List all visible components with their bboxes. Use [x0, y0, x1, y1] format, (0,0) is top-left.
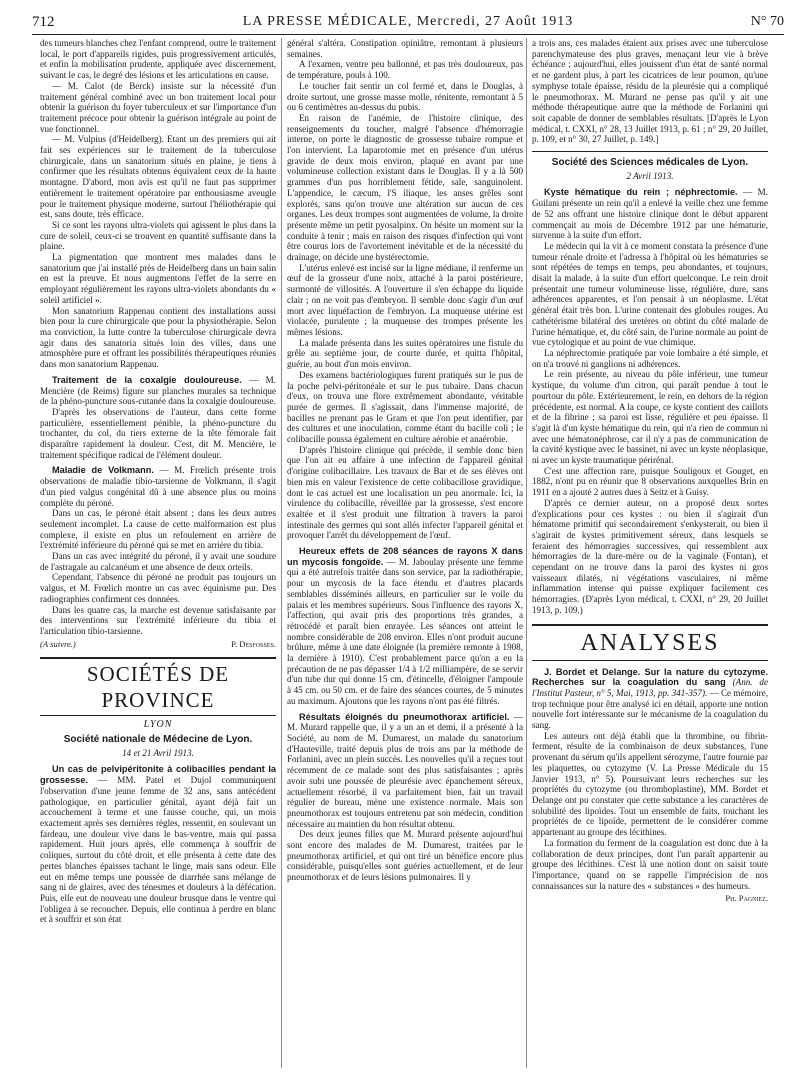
paragraph: général s'altéra. Constipation opiniâtre, remontant à plusieurs semaines.	[287, 38, 523, 59]
society-heading: Société nationale de Médecine de Lyon.	[63, 734, 253, 746]
article-entry	[287, 546, 523, 707]
article-entry	[40, 764, 276, 925]
journal-title: LA PRESSE MÉDICALE, Mercredi, 27 Août 1913	[242, 14, 574, 29]
page-number: 712	[32, 14, 55, 30]
paragraph: Dans un cas, le péroné était absent ; dans les deux autres seulement incomplet. La cause de cette malformation est plus complexe, il existe en plus un refoulement en arrière de l'extrémité inférieure du péroné qui se met en arrière du tibia.	[40, 508, 276, 551]
author-signature: P. Desfosses.	[231, 638, 276, 649]
paragraph-text: — M. Mencière (de Reims) figure sur planches murales sa technique de la phéno-puncture sous-cutanée dans la coxalgie douloureuse.	[40, 374, 276, 407]
paragraph: des tumeurs blanches chez l'enfant comprend, outre le traitement local, le port d'appareils rigides, puis progressivement articulés, et enfin la mobilisation prudente, appliquée avec discernement, suivant le cas, le degré des lésions et les articulations en cause.	[40, 38, 276, 81]
column-divider	[526, 38, 527, 1068]
paragraph: La néphrectomie pratiquée par voie lombaire a été simple, et on n'a trouvé ni ganglions ni adhérences.	[532, 347, 768, 369]
column-2	[287, 38, 523, 1068]
article-heading: Maladie de Volkmann.	[52, 465, 154, 476]
paragraph-text: — M. Guilani présente un rein qu'il a enlevé la veille chez une femme de 52 ans offrant une histoire clinique dont le début apparent commençait au mois de Décembre 1912 par une hématurie, survenue à la suite d'un effort.	[532, 187, 768, 241]
author-signature: Ph. Pagniez.	[725, 893, 768, 904]
section-title: SOCIÉTÉS DE PROVINCE	[86, 662, 230, 713]
analyses-title: ANALYSES	[580, 629, 720, 656]
paragraph-text: — Ce mémoire, trop technique pour être analysé ici en détail, apporte une notion nouvelle fort intéressante sur le mécanisme de la coagulation du sang.	[532, 687, 768, 731]
article-entry	[40, 375, 276, 407]
paragraph: Des deux jeunes filles que M. Murard présente aujourd'hui sont encore des malades de M. Dumarest, traitées par le pneumothorax artificiel, et qui ont tiré un bénéfice encore plus considérable, puisqu'elles sont guéries actuellement, et de leur pneumothorax et de leurs lésions pulmonaires. Il y	[287, 829, 523, 883]
paragraph: Des examens bactériologiques furent pratiqués sur le pus de la poche pelvi-péritonéale et sur le pus tubaire. Dans chacun d'eux, on trouva une flore extrêmement abondante, véritable purée de germes. Il s'agissait, dans l'immense majorité, de bacilles ne prenant pas le Gram et que l'on peut identifier, par des cultures et une inoculation, comme étant du bacille coli ; le colibacille poussa également en culture aérobie et anaérobie.	[287, 369, 523, 445]
paragraph-text: — MM. Patel et Dujol communiquent l'observation d'une jeune femme de 32 ans, sans antécédent pathologique, en particulier génital, ayant déjà fait un accouchement à terme et une fausse couche, qui, un mois exactement après ses dernières règles, ressentit, en soulevant un fardeau, une douleur vive dans le bas-ventre, mais qui passa rapidement. Huit jours après, elle commença à souffrir de coliques, surtout du côté droit, et elle présenta à cette date des pertes blanches épaisses tachant le linge, mais sans odeur. Elle eut en même temps une poussée de diarrhée sans mélange de sang ni de glaires, avec des ténesmes et douleurs à la défécation. Puis, elle eut de nouveau une douleur brusque dans le ventre qui l'obligea à se recoucher. Depuis, elle continua à perdre en blanc et à souffrir et son état	[40, 775, 276, 925]
article-heading: Un cas de pelvipéritonite à colibacilles pendant la grossesse.	[40, 764, 276, 786]
session-date: 2 Avril 1913.	[626, 170, 674, 181]
paragraph: Les auteurs ont déjà établi que la thrombine, ou fibrin-ferment, résulte de la combinaison de deux substances, l'une provenant du sérum qu'ils appellent sérozyme, l'autre fournie par les plaquettes, ou cytozyme (V. La Presse Médicale du 15 Janvier 1913, n° 5). Poursuivant leurs recherches sur les propriétés du cytozyme (ou thromboplastine), MM. Bordet et Delange ont pu constater que cette substance a les caractères de solubilité des lipoïdes. Tout un ensemble de faits, touchant les propriétés de ce lipoïde, permettent de le considérer comme appartenant au groupe des lécithines.	[532, 730, 768, 838]
column-1	[40, 38, 276, 1068]
paragraph: Cependant, l'absence du péroné ne produit pas toujours un valgus, et M. Frœlich montre un cas avec équinisme pur. Des radiographies confirment ces données.	[40, 572, 276, 604]
paragraph-text: — M. Frœlich présente trois observations de maladie tibio-tarsienne de Volkmann, il s'agit d'un pied valgus congénital dû à une absence plus ou moins complète du péroné.	[40, 465, 276, 508]
page-header	[32, 14, 784, 34]
paragraph: Le rein présente, au niveau du pôle inférieur, une tumeur kystique, du volume d'un citron, qui paraît pendue à tout le pourtour du pôle. Extérieurement, le rein, en dehors de la région précédente, est normal. A la coupe, ce kyste contient des caillots et de la fibrine ; sa paroi est lisse, régulière et peu épaisse. Il s'agit là d'un kyste hématique du rein, qui n'a rien de commun ni avec une hématonéphrose, car il n'y a pas de communication de la cavité kystique avec le bassinet, ni avec un kyste néoplasique, ni avec un kyste traumatique périrénal.	[532, 369, 768, 466]
column-divider	[281, 38, 282, 1068]
paragraph: Si ce sont les rayons ultra-violets qui agissent le plus dans la cure de soleil, ceux-ci se trouvent en quantité suffisante dans la plaine.	[40, 219, 276, 252]
paragraph: D'après ce dernier auteur, on a proposé deux sortes d'explications pour ces kystes : ou bien il s'agirait d'un hématome primitif qui secondairement s'enkysterait, ou bien il s'agirait de kystes primitivement séreux, dans lesquels se feraient des hémorragies successives, qui ressemblent aux hémorragies de la dure-mère ou de la vaginale (Fontan), et cependant on ne trouve dans la paroi des kystes ni gros vaisseaux dilatés, ni végétations vasculaires, ni même inflammation intense qui puisse expliquer facilement ces hémorragies. (D'après Lyon médical, t. CXXI, n° 29, 20 Juillet 1913, p. 109.)	[532, 497, 768, 615]
article-heading: Résultats éloignés du pneumothorax artificiel.	[299, 711, 510, 722]
paragraph: a trois ans, ces malades étaient aux prises avec une tuberculose parenchymateuse des plus graves, menaçant leur vie à brève échéance ; aujourd'hui, elles jouissent d'un état de santé normal et ne gardent plus, à part les cicatrices de leur poumon, qu'une symphyse totale épaisse, résidu de la pleurésie qui a compliqué le pneumothorax. M. Murard ne pense pas qu'il y ait une méthode thérapeutique autre que la méthode de Forlanini qui soit capable de donner de semblables résultats. [D'après le Lyon médical, t. CXXI, n° 28, 13 Juillet 1913, p. 61 ; n° 29, 20 Juillet, p. 109, et n° 30, 27 Juillet, p. 149.]	[532, 38, 768, 145]
paragraph: Mon sanatorium Rappenau contient des installations aussi bien pour la cure chirurgicale que pour la physiothérapie. Selon ma conviction, la lutte contre la tuberculose chirurgicale devra agir dans des sanatoria situés loin des villes, dans une atmosphère pure et offrant les possibilités thérapeutiques réunies dans mon sanatorium Rappenau.	[40, 305, 276, 370]
article-heading: Traitement de la coxalgie douloureuse.	[52, 374, 242, 385]
paragraph: Dans un cas avec intégrité du péroné, il y avait une soudure de l'astragale au calcanéum et une absence de deux orteils.	[40, 551, 276, 572]
continued-note: (A suivre.)	[40, 638, 76, 649]
article-reference: (Ann. de l'Institut Pasteur, n° 5, Mai, 1913, pp. 341-357).	[532, 677, 768, 698]
article-entry	[532, 667, 768, 731]
section-banner	[40, 657, 276, 716]
paragraph: C'est une affection rare, puisque Souligoux et Gouget, en 1882, n'ont pu en réunir que 8 observations auxquelles Brin en 1911 en a ajouté 2 autres dues à Seitz et à Guisy.	[532, 465, 768, 498]
paragraph: — M. Vulpius (d'Heidelberg). Etant un des premiers qui ait fait ses expériences sur le traitement de la tuberculose chirurgicale, dans un sanatorium situés en plaine, je tiens à confirmer que les résultats obtenus équivalent ceux de la haute montagne. D'abord, mon avis est qu'il ne faut pas supprimer entièrement le traitement opératoire par enthousiasme aveugle pour le traitement physique moderne, surtout l'héliothérapie qui est, sans doute, très efficace.	[40, 134, 276, 220]
header-rule	[32, 34, 784, 35]
article-heading: Heureux effets de 208 séances de rayons X dans un mycosis fongoïde.	[287, 546, 523, 567]
paragraph: La malade présenta dans les suites opératoires une fistule du grêle au septième jour, de courte durée, et quitta l'hôpital, guérie, au bout d'un mois environ.	[287, 337, 523, 370]
session-dates: 14 et 21 Avril 1913.	[122, 747, 194, 758]
article-entry	[287, 712, 523, 830]
paragraph: L'utérus enlevé est incisé sur la ligne médiane, il renferme un œuf de la grosseur d'une noix, attaché à la paroi postérieure, surmonté de villosités. A l'ouverture il s'en échappe du liquide clair ; on ne voit pas d'embryon. Il semble donc s'agir d'un œuf mort avec liquéfaction de l'embryon. La muqueuse utérine est violacée, purulente ; la muqueuse des trompes présente les mêmes lésions.	[287, 262, 523, 337]
paragraph: La pigmentation que montrent mes malades dans le sanatorium que j'ai installé près de Heidelberg dans un bain salin en est la preuve. Et nous augmentons l'effet de la serre en employant régulièrement les rayons ultra-violets abondants du « soleil artificiel ».	[40, 252, 276, 305]
society-heading: Société des Sciences médicales de Lyon.	[551, 157, 749, 169]
column-3	[532, 38, 768, 1068]
paragraph: A l'examen, ventre peu ballonné, et pas très douloureux, pas de température, pouls à 100.	[287, 59, 523, 81]
article-heading: Kyste hématique du rein ; néphrectomie.	[544, 187, 738, 198]
issue-number: N° 70	[750, 14, 784, 29]
city-heading: LYON	[143, 719, 173, 731]
paragraph-text: — M. Murard rappelle que, il y a un an et demi, il a présenté à la Société, au nom de M. Dumarest, un malade du sanatorium d'Hauteville, traité depuis plus de trois ans par la méthode de Forlanini, avec un plein succès. Les nouvelles qu'il a reçues tout récemment de ce malade sont des plus satisfaisantes ; après avoir subi une poussée de pleurésie avec épanchement séreux, actuellement résorbé, il va parfaitement bien, fait un travail régulier de bureau, mène une existence normale. Mais son pneumothorax est toujours entretenu par son médecin, condition nécessaire au maintien du bon résultat obtenu.	[287, 711, 523, 829]
paragraph: Le toucher fait sentir un col fermé et, dans le Douglas, à droite surtout, une grosse masse molle, rénitente, remontant à 5 ou 6 centimètres au-dessus du pubis.	[287, 80, 523, 113]
paragraph: La formation du ferment de la coagulation est donc due à la collaboration de deux principes, dont l'un paraît appartenir au groupe des lécithines. C'est là une notion dont on saisit toute l'importance, quand on se rappelle l'imprécision de nos connaissances sur la nature des « substances » des humeurs.	[532, 837, 768, 891]
divider	[532, 151, 768, 152]
paragraph: — M. Calot (de Berck) insiste sur la nécessité d'un traitement général combiné avec un bon traitement local pour obtenir la guérison du foyer tuberculeux et sur l'importance d'un traitement précoce pour obtenir la guérison intégrale au point de vue fonctionnel.	[40, 80, 276, 134]
signature-line	[40, 639, 276, 650]
paragraph-text: — M. Jaboulay présente une femme qui a été autrefois traitée dans son service, par la radiothérapie, pour un mycosis de la face étendu et d'autres placards semblables disséminés ailleurs, en particulier sur le voile du palais et les membres supérieurs. Sous l'influence des rayons X, l'affection, qui avait pris des proportions très grandes, a rétrocédé et paraît bien enrayée. Les séances ont atteint le nombre considérable de 208 environ. Elles n'ont produit aucune brûlure, même à une date éloignée (la première remonte à 1908, la dernière à 1910). C'est probablement parce qu'on a eu la précaution de ne pas dépasser 1/4 à 1/2 milliampère, de se servir d'un tube dur qui donne 15 cm. d'étincelle, d'éloigner l'ampoule à 45 cm. ou 50 cm. et de faire des séances courtes, de 5 minutes au maximum. Ajoutons que les rayons n'ont pas été filtrés.	[287, 556, 523, 706]
paragraph: En raison de l'anémie, de l'histoire clinique, des renseignements du toucher, malgré l'absence d'hémorragie interne, on porte le diagnostic de grossesse tubaire rompue et l'on intervient. La laparotomie met en présence d'un utérus gravide de deux mois environ, plaqué en avant par une volumineuse collection existant dans le Douglas. Il y a là 500 grammes d'un pus horriblement fétide, sale, sanguinolent. L'appendice, le cæcum, l'S iliaque, les anses grêles sont explorés, sans qu'on trouve une altération sur aucun de ces organes. Les deux trompes sont augmentées de volume, la droite présente même un petit pyosalpinx. On hésite un moment sur la conduite à tenir ; mais en raison des risques d'infection qui vont être courus lors de l'avortement inévitable et de la nécessité du drainage, on décide une hystérectomie.	[287, 112, 523, 263]
paragraph: D'après l'histoire clinique qui précède, il semble donc bien que l'on ait eu affaire à une infection de l'appareil génital d'origine colibacillaire. Les travaux de Bar et de ses élèves ont bien mis en valeur l'existence de cette colibacillose gravidique, dont le cas actuel est une localisation un peu anormale. Ici, la virulence du colibacille, réveillée par la grossesse, s'est encore exaltée et il s'est produit une filtration à travers la paroi intestinale des germes qui sont allés infecter l'appareil génital et provoquer l'arrêt du développement de l'œuf.	[287, 444, 523, 541]
article-heading: J. Bordet et Delange. Sur la nature du cytozyme. Recherches sur la coagulation du sang	[532, 666, 768, 688]
analyses-banner	[532, 624, 768, 661]
paragraph: D'après les observations de l'auteur, dans cette forme particulière, essentiellement pénible, la phéno-puncture du trochanter, du col, du tiers externe de la tête fémorale fait disparaître rapidement la douleur. C'est, dit M. Mencière, le traitement spécifique radical de l'élément douleur.	[40, 406, 276, 460]
paragraph: Dans les quatre cas, la marche est devenue satisfaisante par des interventions sur l'extrémité inférieure du tibia et l'articulation tibio-tarsienne.	[40, 604, 276, 636]
article-entry	[40, 465, 276, 508]
paragraph: Le médecin qui la vit à ce moment constata la présence d'une tumeur rénale droite et l'adressa à l'hôpital où les hématuries se sont répétées de temps en temps, peu abondantes, et toujours, disait la malade, à la suite d'un effort quelconque. Le rein droit présentait une tumeur volumineuse lisse, régulière, dure, sans adhérences apparentes, et l'on pensait à un néoplasme. L'état général était très bon. L'urine contenait des globules rouges. Au cathétérisme bilatéral des uretères on obtint du côté malade de l'urine hématique, et, du côté sain, de l'urine normale au point de vue cytologique et au point de vue chimique.	[532, 240, 768, 348]
article-entry	[532, 187, 768, 241]
